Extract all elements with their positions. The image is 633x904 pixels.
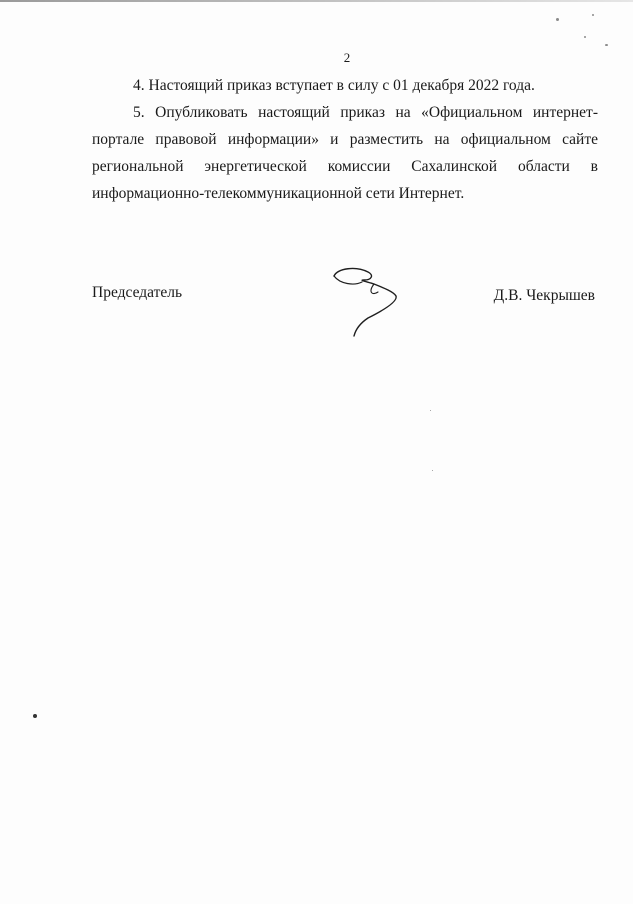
page-number: 2 bbox=[343, 50, 351, 65]
scan-edge-line bbox=[0, 0, 633, 2]
scan-speck bbox=[592, 14, 594, 16]
scan-speck bbox=[430, 410, 431, 411]
handwritten-signature-icon bbox=[328, 262, 400, 340]
paragraph-4: 4. Настоящий приказ вступает в силу с 01 декабря 2022 года. bbox=[133, 77, 535, 94]
scan-speck bbox=[584, 36, 586, 38]
scan-speck bbox=[605, 44, 608, 46]
scan-speck bbox=[556, 18, 559, 21]
signatory-title: Председатель bbox=[92, 284, 183, 301]
paragraph-5: 5. Опубликовать настоящий приказ на «Официальном интернет-портале правовой информации» и разместить на официальном сайте региональной энергетической комиссии Сахалинской области в информационно-телекоммуникационной сети Интернет. bbox=[92, 104, 598, 202]
scan-speck bbox=[33, 714, 37, 718]
signatory-name: Д.В. Чекрышев bbox=[493, 287, 595, 304]
scan-speck bbox=[432, 470, 433, 471]
